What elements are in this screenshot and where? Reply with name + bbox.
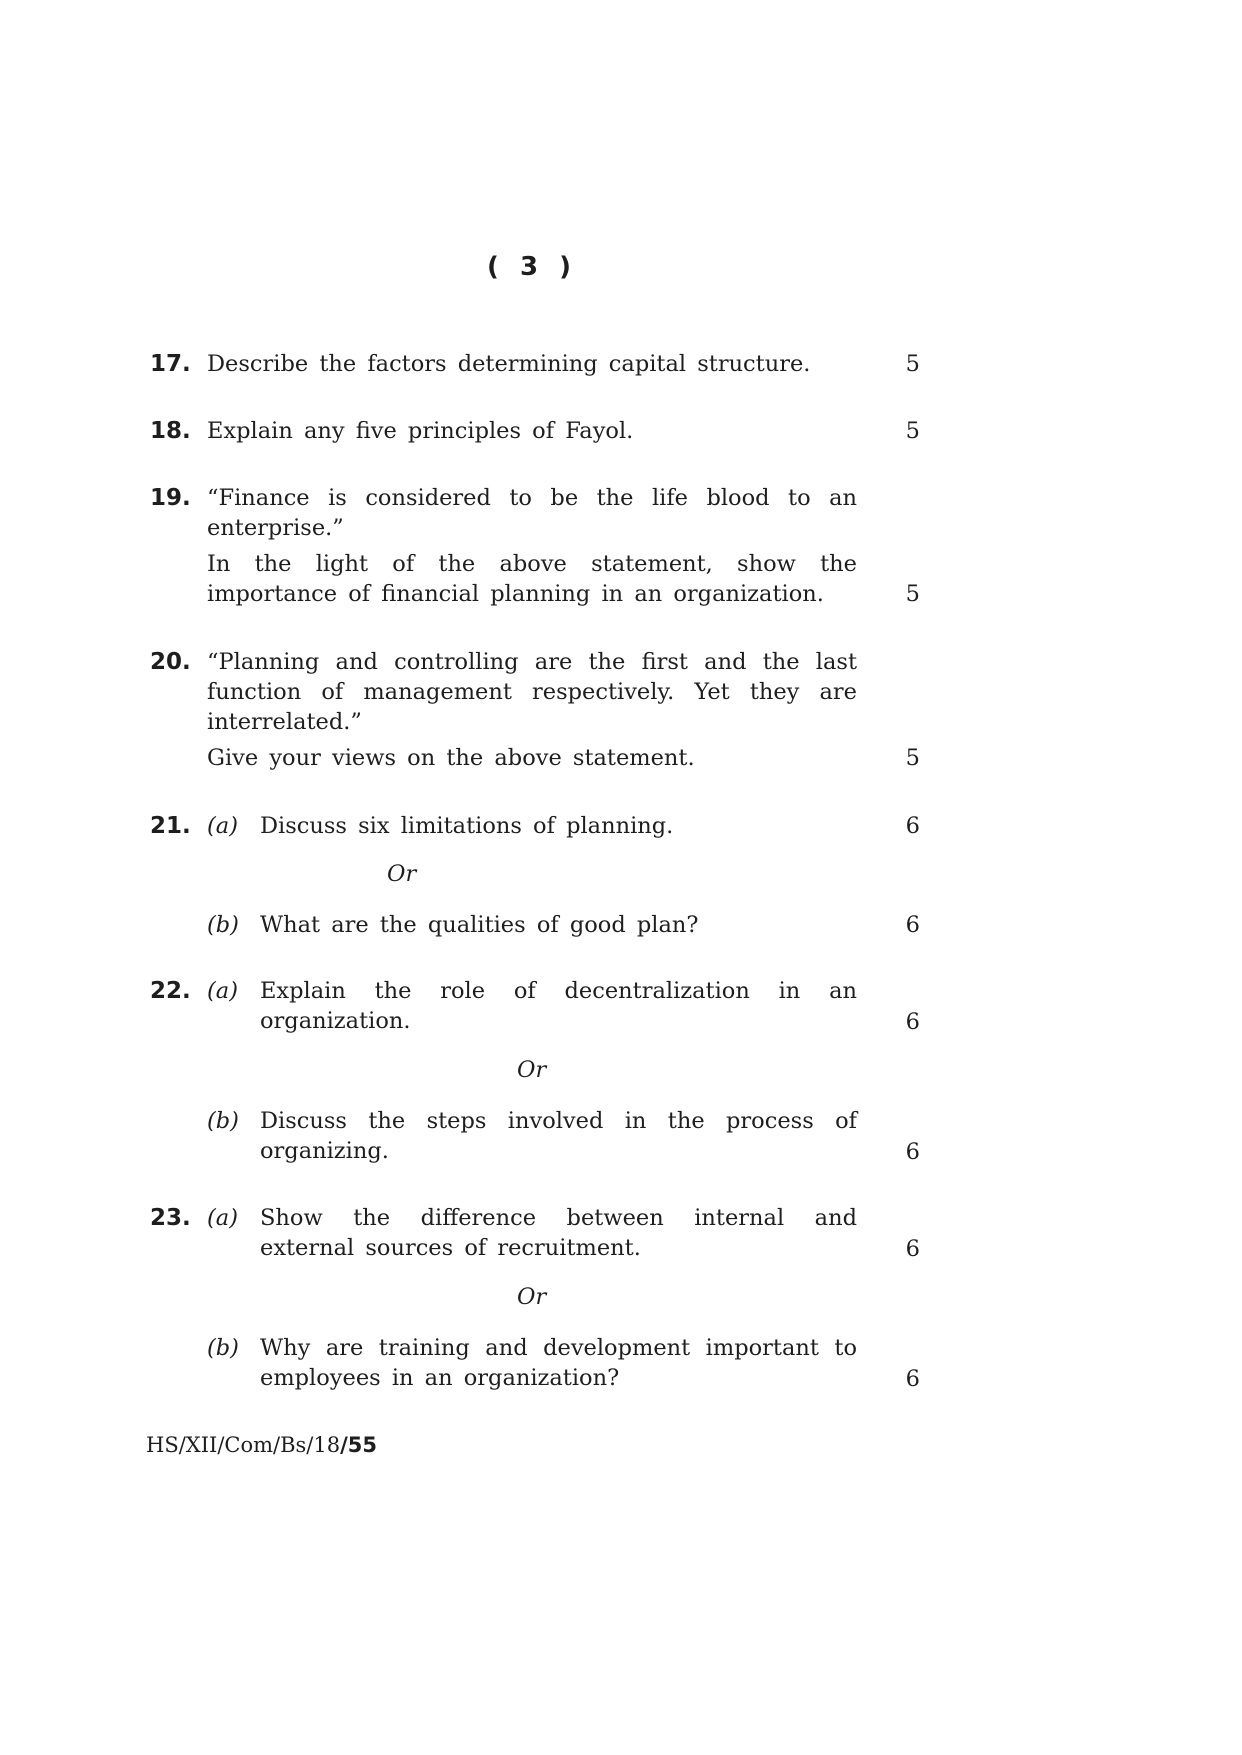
option-b-label: (b) [207,1335,239,1361]
option-b-text: Discuss the steps involved in the process of organizing. [260,1108,857,1164]
option-b-text: What are the qualities of good plan? [260,912,699,938]
question-number: 17. [150,351,191,377]
paper-code [146,1430,377,1460]
question-quote: “Planning and controlling are the first and the last function of management respectively. Yet they are interrelated.” [207,649,857,735]
question-text: In the light of the above statement, show the importance of financial planning in an organization. [207,551,857,607]
marks: 6 [905,813,920,839]
option-a-label: (a) [207,813,238,839]
question-number: 18. [150,418,191,444]
question-number: 20. [150,649,191,675]
marks: 6 [905,1236,920,1262]
option-b-label: (b) [207,1108,239,1134]
option-a-label: (a) [207,1205,238,1231]
question-text: Describe the factors determining capital structure. [207,351,811,377]
question-number: 19. [150,485,191,511]
option-b-label: (b) [207,912,239,938]
paper-code-text: HS/XII/Com/Bs/18 [146,1433,341,1457]
question-text: Give your views on the above statement. [207,745,695,771]
marks: 5 [905,745,920,771]
marks: 6 [905,1139,920,1165]
marks: 5 [905,418,920,444]
question-number: 22. [150,978,191,1004]
question-number: 21. [150,813,191,839]
option-a-text: Discuss six limitations of planning. [260,813,674,839]
or-separator: Or [387,861,417,887]
question-quote: “Finance is considered to be the life blood to an enterprise.” [207,485,857,541]
option-a-label: (a) [207,978,238,1004]
option-a-text: Explain the role of decentralization in an organization. [260,978,857,1034]
question-number: 23. [150,1205,191,1231]
option-a-text: Show the difference between internal and external sources of recruitment. [260,1205,857,1261]
marks: 5 [905,351,920,377]
marks: 5 [905,581,920,607]
question-text: Explain any five principles of Fayol. [207,418,634,444]
or-separator: Or [517,1284,547,1310]
or-separator: Or [517,1057,547,1083]
marks: 6 [905,1009,920,1035]
marks: 6 [905,1366,920,1392]
page-number: ( 3 ) [487,252,577,282]
option-b-text: Why are training and development important to employees in an organization? [260,1335,857,1391]
paper-set-number: /55 [340,1433,378,1457]
marks: 6 [905,912,920,938]
